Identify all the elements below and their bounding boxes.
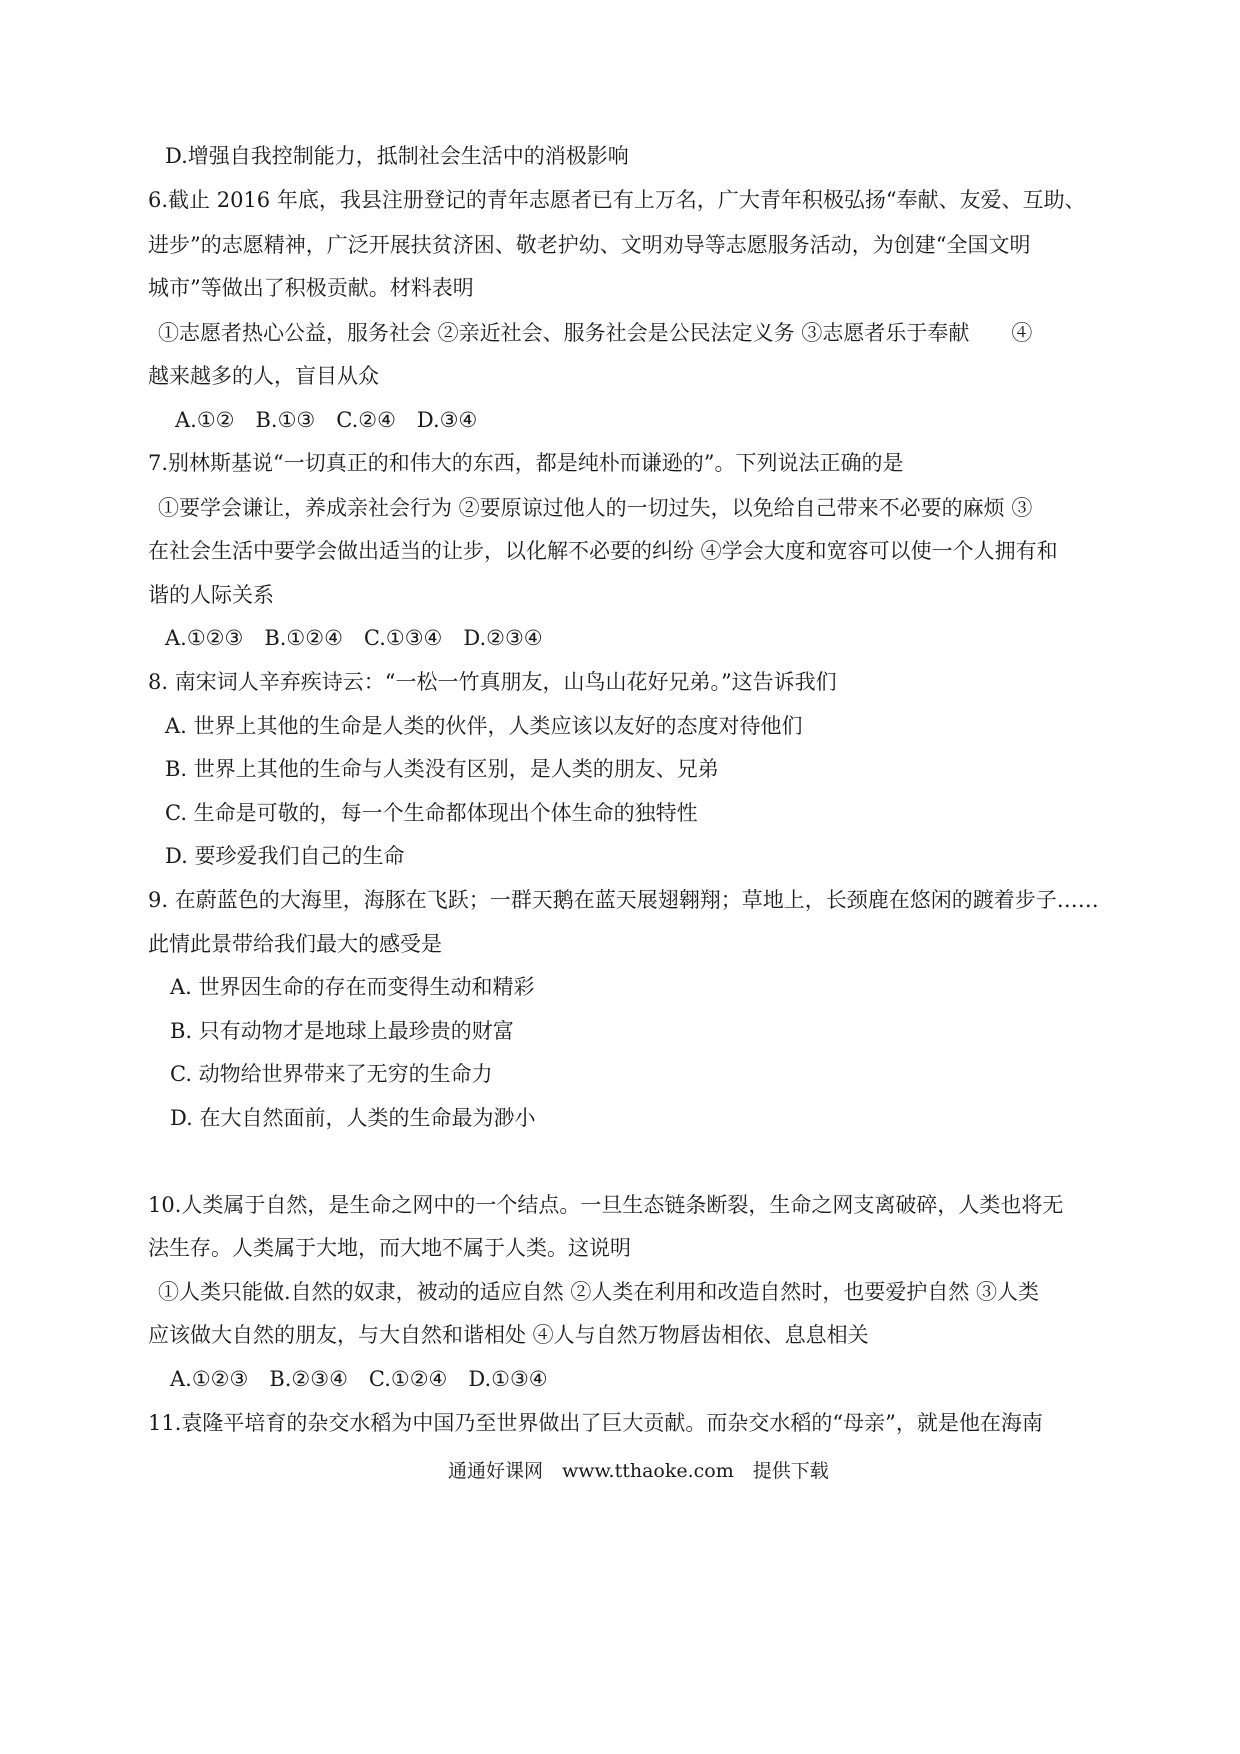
question-7-line-1: 7.别林斯基说“一切真正的和伟大的东西，都是纯朴而谦逊的”。下列说法正确的是 xyxy=(148,451,904,475)
question-9-option-c: C. 动物给世界带来了无穷的生命力 xyxy=(170,1062,493,1086)
question-10-line-1: 10.人类属于自然，是生命之网中的一个结点。一旦生态链条断裂，生命之网支离破碎，人类也将无 xyxy=(148,1193,1064,1217)
question-6-options: A.①② B.①③ C.②④ D.③④ xyxy=(175,408,478,432)
question-10-statements-1: ①人类只能做.自然的奴隶，被动的适应自然 ②人类在利用和改造自然时，也要爱护自然 ③人类 xyxy=(158,1280,1040,1304)
question-6-statements-1: ①志愿者热心公益，服务社会 ②亲近社会、服务社会是公民法定义务 ③志愿者乐于奉献 ④ xyxy=(158,321,1033,345)
page-footer: 通通好课网 www.tthaoke.com 提供下载 xyxy=(448,1460,829,1482)
question-7-statements-1: ①要学会谦让，养成亲社会行为 ②要原谅过他人的一切过失，以免给自己带来不必要的麻烦 ③ xyxy=(158,496,1033,520)
question-7-statements-2: 在社会生活中要学会做出适当的让步，以化解不必要的纠纷 ④学会大度和宽容可以使一个人拥有和 xyxy=(148,539,1058,563)
question-9-option-d: D. 在大自然面前，人类的生命最为渺小 xyxy=(170,1106,536,1130)
question-10-statements-2: 应该做大自然的朋友，与大自然和谐相处 ④人与自然万物唇齿相依、息息相关 xyxy=(148,1323,869,1347)
question-10-line-2: 法生存。人类属于大地，而大地不属于人类。这说明 xyxy=(148,1236,631,1260)
question-7-options: A.①②③ B.①②④ C.①③④ D.②③④ xyxy=(165,626,543,650)
question-6-line-1: 6.截止 2016 年底，我县注册登记的青年志愿者已有上万名，广大青年积极弘扬“奉献、友爱、互助、 xyxy=(148,188,1086,212)
question-10-options: A.①②③ B.②③④ C.①②④ D.①③④ xyxy=(170,1367,548,1391)
question-8-option-a: A. 世界上其他的生命是人类的伙伴，人类应该以友好的态度对待他们 xyxy=(165,714,803,738)
question-7-statements-3: 谐的人际关系 xyxy=(148,583,274,607)
question-6-statements-2: 越来越多的人，盲目从众 xyxy=(148,364,379,388)
question-6-line-3: 城市”等做出了积极贡献。材料表明 xyxy=(148,276,474,300)
question-8-option-c: C. 生命是可敬的，每一个生命都体现出个体生命的独特性 xyxy=(165,801,698,825)
question-11-line-1: 11.袁隆平培育的杂交水稻为中国乃至世界做出了巨大贡献。而杂交水稻的“母亲”，就是他在海南 xyxy=(148,1411,1043,1435)
question-8-option-b: B. 世界上其他的生命与人类没有区别，是人类的朋友、兄弟 xyxy=(165,757,719,781)
option-d-q5: D.增强自我控制能力，抵制社会生活中的消极影响 xyxy=(165,144,629,168)
question-9-line-2: 此情此景带给我们最大的感受是 xyxy=(148,932,442,956)
question-9-option-a: A. 世界因生命的存在而变得生动和精彩 xyxy=(170,975,535,999)
question-8-line-1: 8. 南宋词人辛弃疾诗云：“一松一竹真朋友，山鸟山花好兄弟。”这告诉我们 xyxy=(148,670,837,694)
question-6-line-2: 进步”的志愿精神，广泛开展扶贫济困、敬老护幼、文明劝导等志愿服务活动，为创建“全国文明 xyxy=(148,233,1031,257)
question-8-option-d: D. 要珍爱我们自己的生命 xyxy=(165,844,405,868)
question-9-line-1: 9. 在蔚蓝色的大海里，海豚在飞跃；一群天鹅在蓝天展翅翱翔；草地上，长颈鹿在悠闲的踱着步子…… xyxy=(148,888,1099,912)
question-9-option-b: B. 只有动物才是地球上最珍贵的财富 xyxy=(170,1019,514,1043)
